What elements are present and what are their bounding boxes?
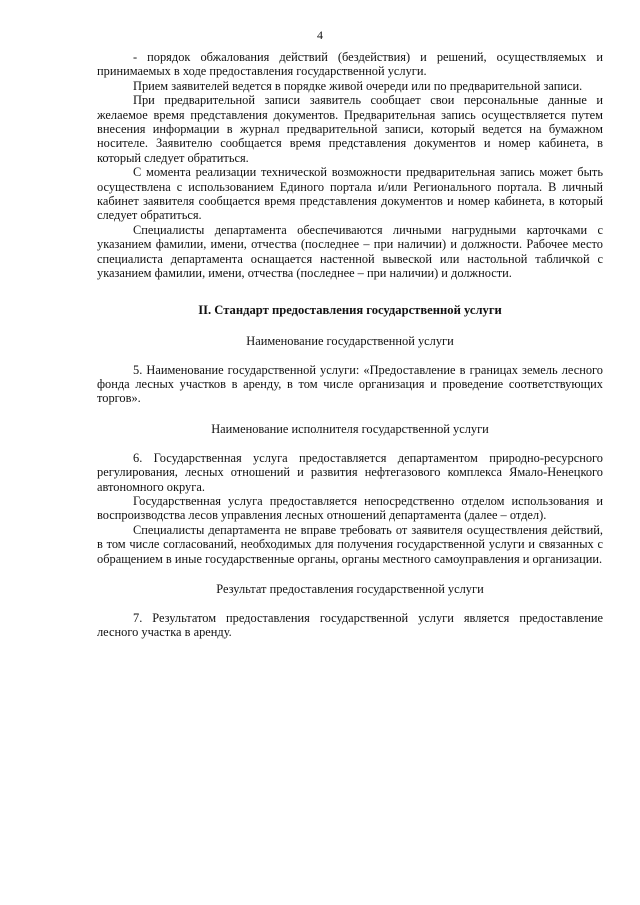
subsection-heading-executor: Наименование исполнителя государственной услуги bbox=[211, 421, 489, 436]
intro-paragraph-4: С момента реализации технической возможности предварительная запись может быть осуществлена с использованием Единого портала и/или Регионального портала. В личный кабинет заявителя сообщается время представления документов и номер кабинета, в который следует обратиться. bbox=[97, 165, 603, 223]
paragraph-6-executor: 6. Государственная услуга предоставляется департаментом природно-ресурсного регулирования, лесных отношений и развития нефтегазового комплекса Ямало-Ненецкого автономного округа. bbox=[97, 450, 603, 494]
subsection-heading-result: Результат предоставления государственной услуги bbox=[216, 581, 484, 596]
page-number: 4 bbox=[317, 28, 323, 42]
paragraph-specialists-restriction: Специалисты департамента не вправе требовать от заявителя осуществления действий, в том числе согласований, необходимых для получения государственной услуги и связанных с обращением в иные государственные органы, органы местного самоуправления и организации. bbox=[97, 522, 603, 566]
intro-paragraph-1: - порядок обжалования действий (бездействия) и решений, осуществляемых и принимаемых в ходе предоставления государственной услуги. bbox=[97, 50, 603, 79]
document-body bbox=[97, 50, 603, 640]
intro-paragraph-3: При предварительной записи заявитель сообщает свои персональные данные и желаемое время представления документов. Предварительная запись осуществляется путем внесения информации в журнал предварительной записи, который ведется на бумажном носителе. Заявителю сообщается время представления документов и номер кабинета, в который следует обратиться. bbox=[97, 93, 603, 165]
paragraph-department-unit: Государственная услуга предоставляется непосредственно отделом использования и воспроизводства лесов управления лесных отношений департамента (далее – отдел). bbox=[97, 493, 603, 523]
intro-paragraph-5: Специалисты департамента обеспечиваются личными нагрудными карточками с указанием фамилии, имени, отчества (последнее – при наличии) и должности. Рабочее место специалиста департамента оснащается настенной вывеской или настольной табличкой с указанием фамилии, имени, отчества (последнее – при наличии) и должности. bbox=[97, 222, 603, 281]
section-title: II. Стандарт предоставления государственной услуги bbox=[198, 302, 502, 317]
paragraph-5-service-name: 5. Наименование государственной услуги: «Предоставление в границах земель лесного фонда лесных участков в аренду, в том числе организация и проведение соответствующих торгов». bbox=[97, 362, 603, 406]
intro-paragraph-2: Прием заявителей ведется в порядке живой очереди или по предварительной записи. bbox=[133, 78, 583, 93]
paragraph-7-result: 7. Результатом предоставления государственной услуги является предоставление лесного участка в аренду. bbox=[97, 610, 603, 640]
subsection-heading-service-name: Наименование государственной услуги bbox=[246, 333, 454, 348]
